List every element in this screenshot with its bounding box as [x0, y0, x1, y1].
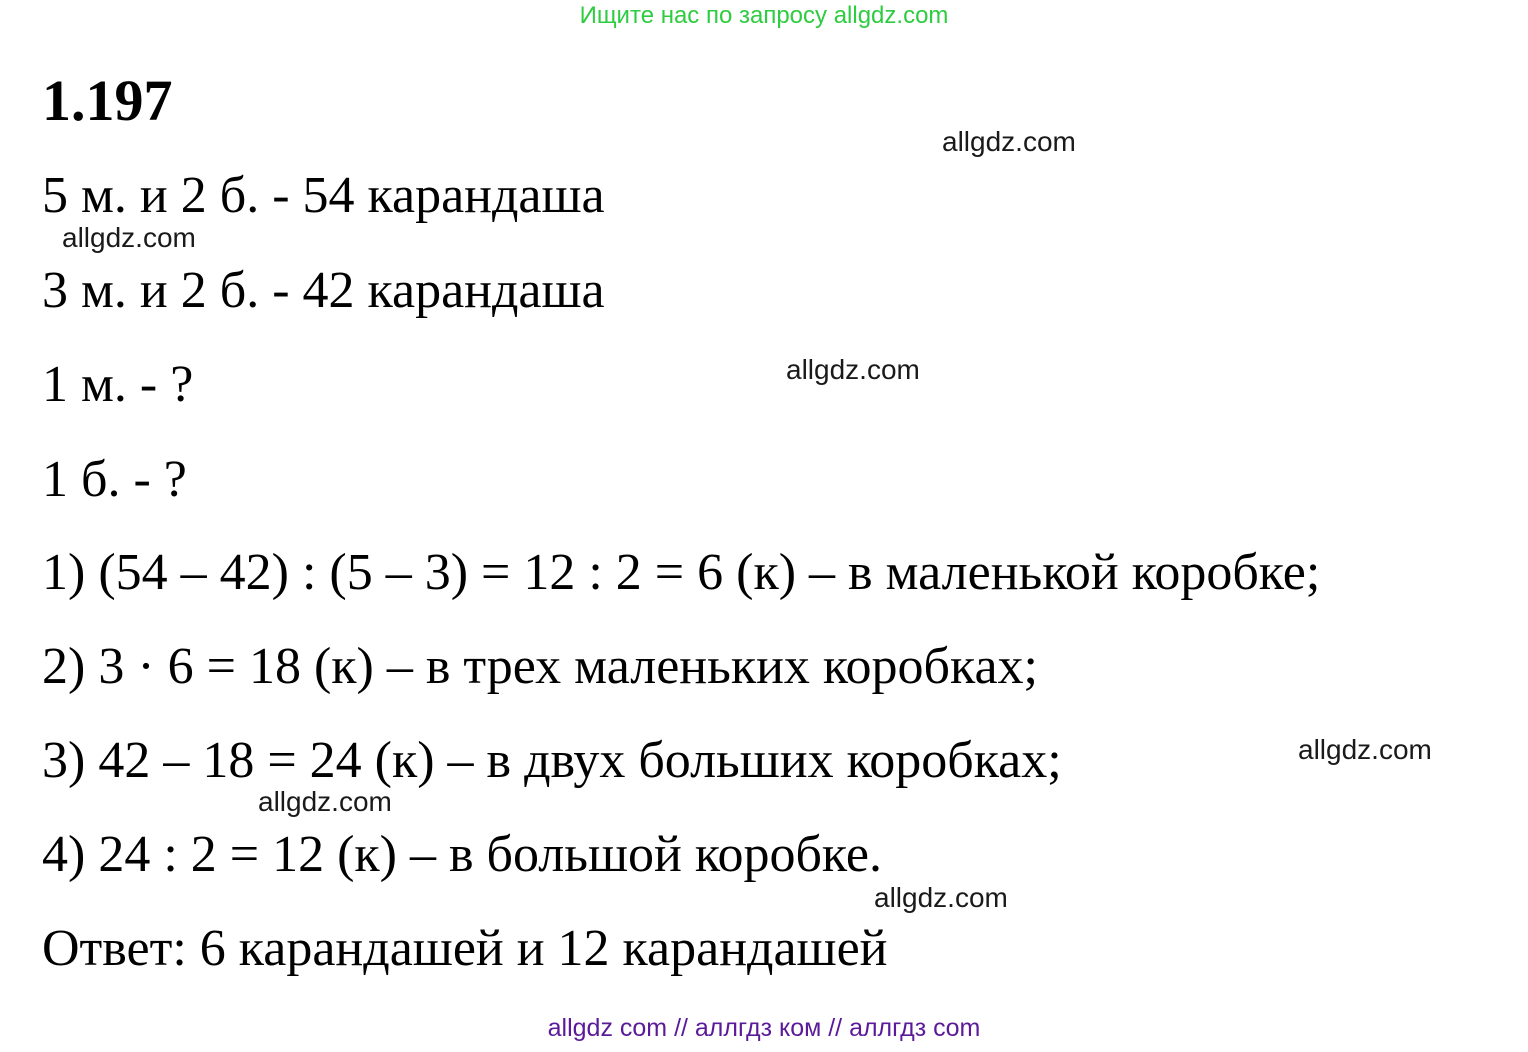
solution-step-2: 2) 3 · 6 = 18 (к) – в трех маленьких коробках; [42, 638, 1038, 695]
watermark: allgdz.com [874, 882, 1008, 913]
watermark: allgdz.com [258, 786, 392, 817]
solution-step-4: 4) 24 : 2 = 12 (к) – в большой коробке. [42, 826, 882, 883]
task-number-heading: 1.197 [42, 68, 173, 133]
given-line-1: 5 м. и 2 б. - 54 карандаша [42, 167, 605, 224]
watermark: allgdz.com [1298, 734, 1432, 765]
answer-line: Ответ: 6 карандашей и 12 карандашей [42, 920, 888, 977]
question-line-1: 1 м. - ? [42, 356, 194, 413]
solution-step-1: 1) (54 – 42) : (5 – 3) = 12 : 2 = 6 (к) – в маленькой коробке; [42, 544, 1321, 601]
watermark: allgdz.com [786, 354, 920, 385]
top-banner-link[interactable]: Ищите нас по запросу allgdz.com [579, 2, 949, 29]
watermark: allgdz.com [942, 126, 1076, 157]
watermark: allgdz.com [62, 222, 196, 253]
solution-step-3: 3) 42 – 18 = 24 (к) – в двух больших коробках; [42, 732, 1062, 789]
footer-text: allgdz com // аллгдз ком // аллгдз com [547, 1014, 981, 1042]
question-line-2: 1 б. - ? [42, 451, 187, 508]
given-line-2: 3 м. и 2 б. - 42 карандаша [42, 262, 605, 319]
